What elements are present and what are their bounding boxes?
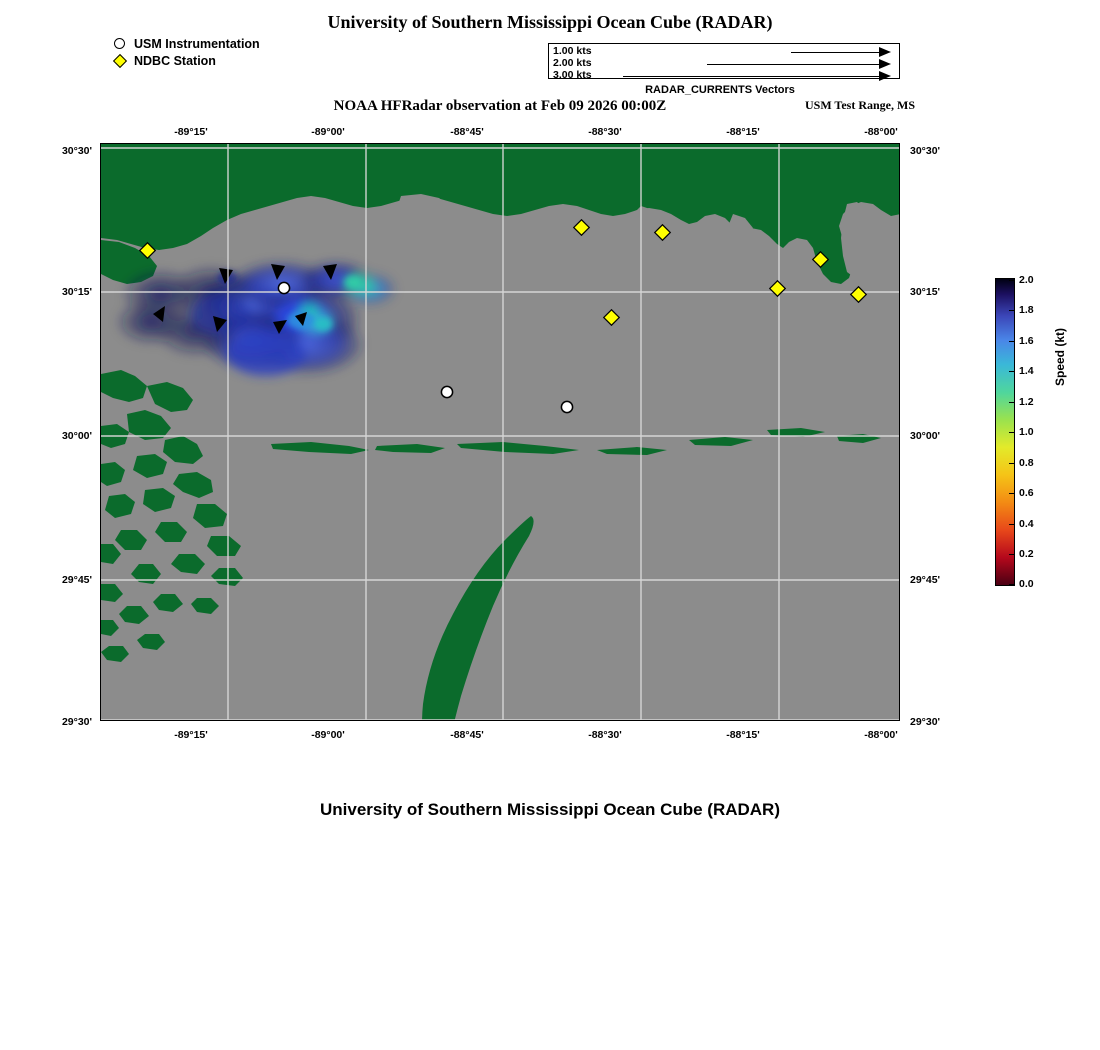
circle-marker-icon [112, 36, 130, 52]
vector-key-caption: RADAR_CURRENTS Vectors [645, 84, 795, 96]
x-tick-bottom-5: -88°15' [726, 729, 760, 741]
vector-key-row-2 [549, 58, 901, 70]
x-tick-top-1: -89°15' [174, 126, 208, 138]
y-tick-right-1: 30°30' [910, 145, 941, 157]
y-tick-left-2: 30°15' [61, 286, 92, 298]
x-tick-bottom-6: -88°00' [864, 729, 898, 741]
map-legend [112, 36, 260, 70]
y-tick-left-3: 30°00' [61, 430, 92, 442]
vector-key-row-1 [549, 46, 901, 58]
colorbar-tick-0.6: 0.6 [1019, 487, 1034, 499]
colorbar-tick-2.0: 2.0 [1019, 274, 1034, 286]
vector-key-label-1: 1.00 kts [553, 45, 592, 57]
x-tick-top-5: -88°15' [726, 126, 760, 138]
observation-title: NOAA HFRadar observation at Feb 09 2026 00:00Z [333, 98, 667, 114]
legend-label-ndbc: NDBC Station [134, 54, 216, 68]
x-tick-bottom-1: -89°15' [174, 729, 208, 741]
usm-station [278, 282, 289, 293]
footer-title: University of Southern Mississippi Ocean Cube (RADAR) [319, 800, 780, 819]
x-tick-bottom-4: -88°30' [588, 729, 622, 741]
y-tick-right-5: 29°30' [910, 716, 941, 728]
page-title: University of Southern Mississippi Ocean Cube (RADAR) [327, 12, 773, 32]
y-tick-right-3: 30°00' [910, 430, 941, 442]
x-tick-bottom-2: -89°00' [311, 729, 345, 741]
x-tick-top-2: -89°00' [311, 126, 345, 138]
y-tick-left-1: 30°30' [61, 145, 92, 157]
x-tick-top-6: -88°00' [864, 126, 898, 138]
y-tick-left-4: 29°45' [61, 574, 92, 586]
legend-item-usm [112, 36, 260, 52]
vector-scale-key [548, 43, 900, 79]
y-tick-right-4: 29°45' [910, 574, 941, 586]
vector-key-row-3 [549, 70, 901, 82]
y-tick-left-5: 29°30' [61, 716, 92, 728]
legend-label-usm: USM Instrumentation [134, 37, 260, 51]
range-label: USM Test Range, MS [804, 98, 915, 112]
x-tick-bottom-3: -88°45' [450, 729, 484, 741]
colorbar-tick-0.0: 0.0 [1019, 578, 1034, 590]
colorbar-tick-0.8: 0.8 [1019, 457, 1034, 469]
colorbar-axis-label: Speed (kt) [1053, 327, 1067, 386]
x-tick-top-4: -88°30' [588, 126, 622, 138]
colorbar-tick-1.0: 1.0 [1019, 426, 1034, 438]
legend-item-ndbc [112, 53, 260, 69]
usm-station [441, 386, 452, 397]
colorbar-tick-1.8: 1.8 [1019, 304, 1034, 316]
diamond-marker-icon [112, 53, 130, 69]
colorbar-tick-0.2: 0.2 [1019, 548, 1034, 560]
vector-key-label-3: 3.00 kts [553, 69, 592, 81]
map-canvas[interactable] [100, 143, 900, 721]
y-tick-right-2: 30°15' [910, 286, 941, 298]
colorbar-tick-1.4: 1.4 [1019, 365, 1034, 377]
colorbar-tick-1.2: 1.2 [1019, 396, 1034, 408]
x-tick-top-3: -88°45' [450, 126, 484, 138]
colorbar-tick-1.6: 1.6 [1019, 335, 1034, 347]
colorbar-tick-0.4: 0.4 [1019, 518, 1034, 530]
vector-key-label-2: 2.00 kts [553, 57, 592, 69]
usm-station [561, 401, 572, 412]
